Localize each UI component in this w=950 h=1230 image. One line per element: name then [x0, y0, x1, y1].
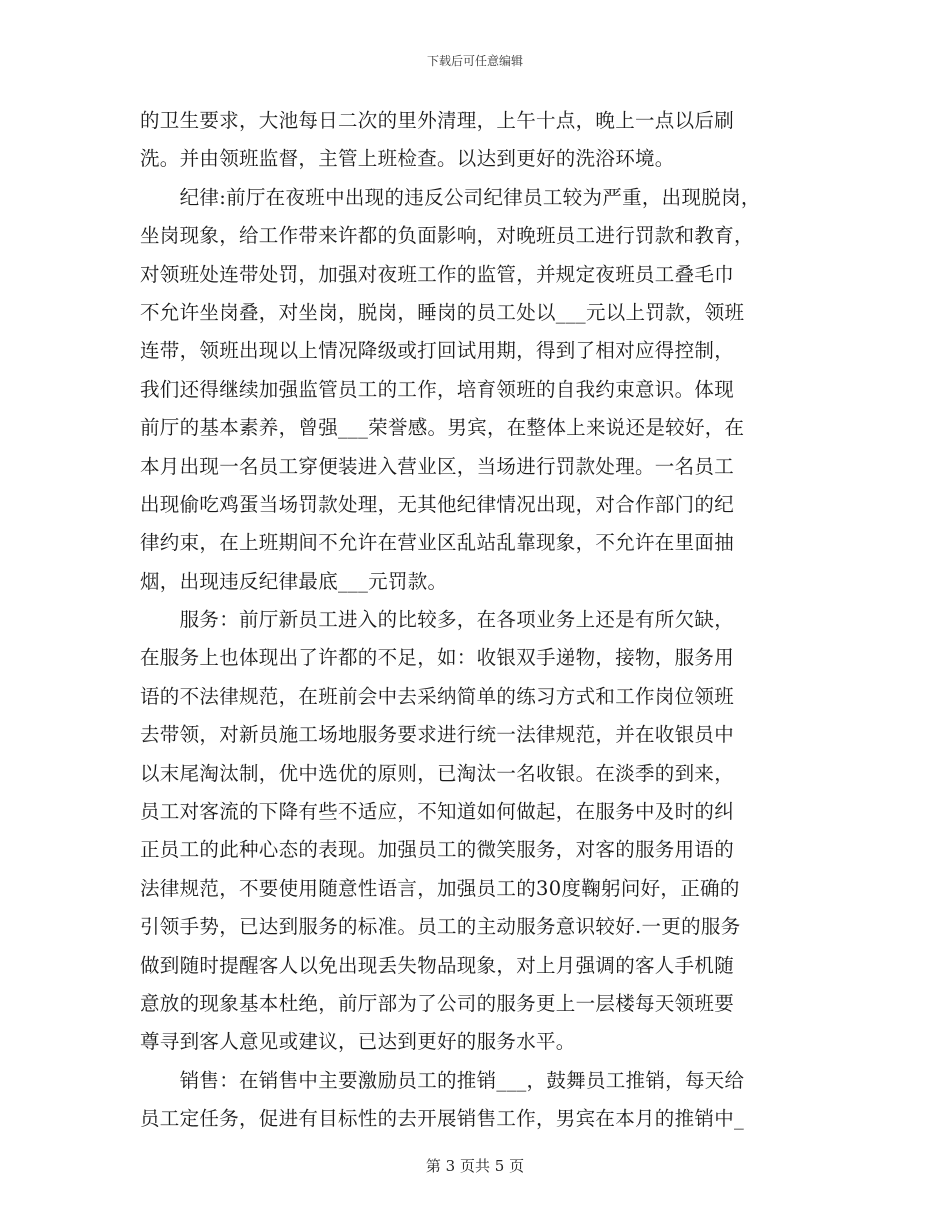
text-line: 连带，领班出现以上情况降级或打回试用期，得到了相对应得控制，	[140, 339, 735, 363]
text-line: 烟，出现违反纪律最底___元罚款。	[140, 569, 448, 593]
text-line: 正员工的此种心态的表现。加强员工的微笑服务，对客的服务用语的	[140, 838, 735, 862]
text-line: 前厅的基本素养，曾强___荣誉感。男宾，在整体上来说还是较好，在	[140, 416, 745, 440]
page-header: 下载后可任意编辑	[426, 54, 523, 68]
text-line: 我们还得继续加强监管员工的工作，培育领班的自我约束意识。体现	[140, 377, 735, 401]
text-line: 去带领，对新员施工场地服务要求进行统一法律规范，并在收银员中	[140, 723, 735, 747]
text-line: 语的不法律规范，在班前会中去采纳简单的练习方式和工作岗位领班	[140, 684, 735, 708]
text-line: 律约束，在上班期间不允许在营业区乱站乱靠现象，不允许在里面抽	[140, 531, 735, 555]
text-line: 员工对客流的下降有些不适应，不知道如何做起，在服务中及时的纠	[140, 800, 735, 824]
text-line: 在服务上也体现出了许都的不足，如：收银双手递物，接物，服务用	[140, 646, 735, 670]
text-line: 法律规范，不要使用随意性语言，加强员工的30度鞠躬问好，正确的	[140, 876, 740, 900]
page-footer: 第 3 页共 5 页	[425, 1157, 525, 1175]
text-line: 做到随时提醒客人以免出现丢失物品现象，对上月强调的客人手机随	[140, 953, 735, 977]
text-line: 的卫生要求，大池每日二次的里外清理，上午十点，晚上一点以后刷	[140, 109, 735, 132]
text-line: 出现偷吃鸡蛋当场罚款处理，无其他纪律情况出现，对合作部门的纪	[140, 492, 735, 516]
text-line: 不允许坐岗叠，对坐岗，脱岗，睡岗的员工处以___元以上罚款，领班	[140, 300, 745, 324]
text-line: 坐岗现象，给工作带来许都的负面影响，对晚班员工进行罚款和教育，	[140, 224, 754, 248]
text-line: 洗。并由领班监督，主管上班检查。以达到更好的洗浴环境。	[140, 147, 675, 171]
text-line: 纪律:前厅在夜班中出现的违反公司纪律员工较为严重，出现脱岗，	[140, 185, 761, 209]
text-line: 销售：在销售中主要激励员工的推销___，鼓舞员工推销，每天给	[140, 1068, 745, 1092]
text-line: 本月出现一名员工穿便装进入营业区，当场进行罚款处理。一名员工	[140, 454, 735, 478]
text-line: 以末尾淘汰制，优中选优的原则，已淘汰一名收银。在淡季的到来，	[140, 761, 735, 785]
text-line: 对领班处连带处罚，加强对夜班工作的监管，并规定夜班员工叠毛巾	[140, 262, 735, 286]
document-body	[140, 102, 820, 1139]
text-line: 意放的现象基本杜绝，前厅部为了公司的服务更上一层楼每天领班要	[140, 991, 735, 1015]
text-line: 尊寻到客人意见或建议，已达到更好的服务水平。	[140, 1030, 576, 1054]
text-line: 服务：前厅新员工进入的比较多，在各项业务上还是有所欠缺，	[140, 608, 735, 632]
text-line: 员工定任务，促进有目标性的去开展销售工作，男宾在本月的推销中_	[140, 1107, 745, 1131]
text-line: 引领手势，已达到服务的标准。员工的主动服务意识较好.一更的服务	[140, 915, 741, 939]
